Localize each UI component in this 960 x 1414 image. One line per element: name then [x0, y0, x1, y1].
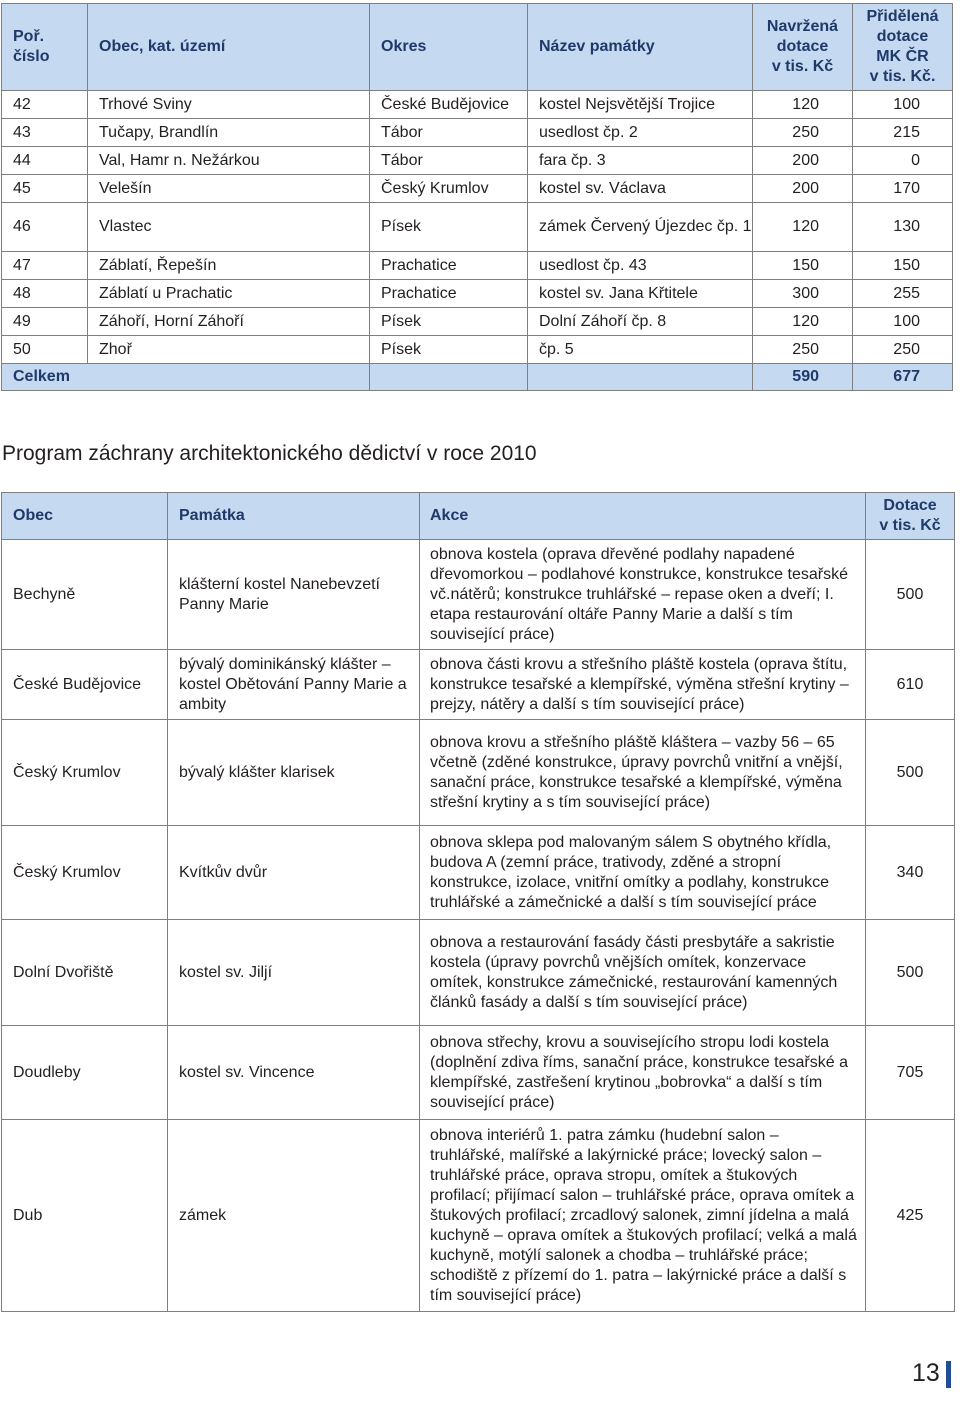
- cell-akce: obnova kostela (oprava dřevěné podlahy napadené dřevomorkou – podlahové konstrukce, konstrukce tesařské vč.nátěrů; konstrukce truhlářské – repase oken a dveří; I. etapa restaurování oltáře Panny Marie a další s tím související práce): [420, 540, 866, 650]
- cell-pamatka: čp. 5: [528, 336, 753, 364]
- cell-obec: Velešín: [88, 175, 370, 203]
- total-row: [2, 364, 953, 391]
- cell-pridelena: 0: [853, 147, 953, 175]
- cell-num: 46: [2, 203, 88, 252]
- cell-dotace: 705: [866, 1026, 955, 1120]
- cell-okres: Prachatice: [370, 280, 528, 308]
- cell-dotace: 500: [866, 540, 955, 650]
- table-row: [2, 1026, 955, 1120]
- dotace-table: [1, 3, 953, 391]
- cell-akce: obnova interiérů 1. patra zámku (hudební salon – truhlářské, malířské a lakýrnické práce; lovecký salon – truhlářské práce, oprava stropu, omítek a štukových profilací; přijímací salon – truhlářské práce, oprava omítek a štukových profilací; zrcadlový salonek, zimní jídelna a malá kuchyně – oprava omítek a štukových profilací; velká a malá kuchyně, motýlí salonek a chodba – truhlářské práce; schodiště z přízemí do 1. patra – lakýrnické práce a další s tím související práce): [420, 1120, 866, 1312]
- cell-num: 45: [2, 175, 88, 203]
- cell-obec: Záblatí, Řepešín: [88, 252, 370, 280]
- cell-obec: Val, Hamr n. Nežárkou: [88, 147, 370, 175]
- total-navrzena: 590: [753, 364, 853, 391]
- total-pridelena: 677: [853, 364, 953, 391]
- cell-pamatka: klášterní kostel Nanebevzetí Panny Marie: [168, 540, 420, 650]
- total-empty-pamatka: [528, 364, 753, 391]
- col-header-navrzena: Navržená dotace v tis. Kč: [753, 4, 853, 91]
- cell-pamatka: Kvítkův dvůr: [168, 826, 420, 920]
- col-header-pamatka: Památka: [168, 493, 420, 540]
- cell-dotace: 500: [866, 720, 955, 826]
- cell-obec: Vlastec: [88, 203, 370, 252]
- table-row: [2, 91, 953, 119]
- cell-dotace: 425: [866, 1120, 955, 1312]
- cell-navrzena: 300: [753, 280, 853, 308]
- col-header-pridelena: Přidělená dotace MK ČR v tis. Kč.: [853, 4, 953, 91]
- table-row: [2, 1120, 955, 1312]
- cell-obec: Tučapy, Brandlín: [88, 119, 370, 147]
- cell-obec: Dolní Dvořiště: [2, 920, 168, 1026]
- cell-pamatka: kostel sv. Jana Křtitele: [528, 280, 753, 308]
- cell-akce: obnova střechy, krovu a souvisejícího stropu lodi kostela (doplnění zdiva říms, sanační práce, konstrukce tesařské a klempířské, zastřešení krytinou „bobrovka“ a další s tím související práce): [420, 1026, 866, 1120]
- cell-dotace: 500: [866, 920, 955, 1026]
- cell-num: 47: [2, 252, 88, 280]
- col-header-okres: Okres: [370, 4, 528, 91]
- cell-okres: Český Krumlov: [370, 175, 528, 203]
- cell-akce: obnova sklepa pod malovaným sálem S obytného křídla, budova A (zemní práce, trativody, zděné a stropní konstrukce, izolace, vnitřní omítky a podlahy, konstrukce truhlářské a zámečnické a další s tím související práce: [420, 826, 866, 920]
- cell-okres: Tábor: [370, 147, 528, 175]
- cell-pamatka: kostel sv. Jiljí: [168, 920, 420, 1026]
- table-row: [2, 252, 953, 280]
- cell-pamatka: kostel Nejsvětější Trojice: [528, 91, 753, 119]
- table-header-row: [2, 493, 955, 540]
- cell-obec: Záhoří, Horní Záhoří: [88, 308, 370, 336]
- cell-pamatka: bývalý dominikánský klášter – kostel Obětování Panny Marie a ambity: [168, 650, 420, 720]
- cell-dotace: 610: [866, 650, 955, 720]
- cell-pamatka: Dolní Záhoří čp. 8: [528, 308, 753, 336]
- col-header-pamatka: Název památky: [528, 4, 753, 91]
- program-table: [1, 492, 955, 1312]
- cell-pridelena: 250: [853, 336, 953, 364]
- cell-num: 49: [2, 308, 88, 336]
- cell-okres: Písek: [370, 308, 528, 336]
- col-header-akce: Akce: [420, 493, 866, 540]
- cell-pamatka: usedlost čp. 43: [528, 252, 753, 280]
- table-row: [2, 650, 955, 720]
- cell-pamatka: zámek Červený Újezdec čp. 1: [528, 203, 753, 252]
- table-row: [2, 826, 955, 920]
- cell-akce: obnova krovu a střešního pláště kláštera – vazby 56 – 65 včetně (zděné konstrukce, úpravy povrchů vnitřní a vnější, sanační práce, konstrukce tesařské a klempířské, výměna střešní krytiny a s tím související práce): [420, 720, 866, 826]
- cell-num: 50: [2, 336, 88, 364]
- cell-pridelena: 170: [853, 175, 953, 203]
- table-row: [2, 540, 955, 650]
- cell-pamatka: kostel sv. Vincence: [168, 1026, 420, 1120]
- section-heading: Program záchrany architektonického dědictví v roce 2010: [2, 442, 537, 465]
- table-row: [2, 203, 953, 252]
- cell-navrzena: 150: [753, 252, 853, 280]
- table-row: [2, 920, 955, 1026]
- table-row: [2, 119, 953, 147]
- cell-obec: Záblatí u Prachatic: [88, 280, 370, 308]
- cell-navrzena: 120: [753, 308, 853, 336]
- cell-navrzena: 250: [753, 336, 853, 364]
- col-header-dotace: Dotace v tis. Kč: [866, 493, 955, 540]
- cell-okres: Tábor: [370, 119, 528, 147]
- cell-akce: obnova části krovu a střešního pláště kostela (oprava štítu, konstrukce tesařské a klempířské, výměna střešní krytiny – prejzy, nátěry a další s tím související práce): [420, 650, 866, 720]
- page-number: 13: [912, 1359, 940, 1387]
- table-row: [2, 720, 955, 826]
- cell-navrzena: 120: [753, 91, 853, 119]
- cell-obec: Bechyně: [2, 540, 168, 650]
- cell-pridelena: 215: [853, 119, 953, 147]
- cell-navrzena: 250: [753, 119, 853, 147]
- cell-pamatka: bývalý klášter klarisek: [168, 720, 420, 826]
- col-header-obec: Obec: [2, 493, 168, 540]
- cell-pridelena: 150: [853, 252, 953, 280]
- cell-okres: Písek: [370, 336, 528, 364]
- cell-pamatka: kostel sv. Václava: [528, 175, 753, 203]
- cell-okres: Prachatice: [370, 252, 528, 280]
- cell-pridelena: 130: [853, 203, 953, 252]
- table-row: [2, 175, 953, 203]
- cell-obec: Trhové Sviny: [88, 91, 370, 119]
- cell-navrzena: 200: [753, 147, 853, 175]
- cell-obec: České Budějovice: [2, 650, 168, 720]
- cell-pamatka: fara čp. 3: [528, 147, 753, 175]
- table-row: [2, 280, 953, 308]
- col-header-obec: Obec, kat. území: [88, 4, 370, 91]
- table-row: [2, 147, 953, 175]
- cell-num: 42: [2, 91, 88, 119]
- cell-navrzena: 120: [753, 203, 853, 252]
- cell-okres: České Budějovice: [370, 91, 528, 119]
- cell-pamatka: usedlost čp. 2: [528, 119, 753, 147]
- total-label: Celkem: [2, 364, 370, 391]
- cell-pridelena: 100: [853, 91, 953, 119]
- cell-obec: Doudleby: [2, 1026, 168, 1120]
- cell-obec: Český Krumlov: [2, 720, 168, 826]
- cell-dotace: 340: [866, 826, 955, 920]
- cell-pridelena: 255: [853, 280, 953, 308]
- cell-pridelena: 100: [853, 308, 953, 336]
- table-header-row: [2, 4, 953, 91]
- cell-num: 48: [2, 280, 88, 308]
- total-empty-okres: [370, 364, 528, 391]
- col-header-num: Poř. číslo: [2, 4, 88, 91]
- cell-num: 44: [2, 147, 88, 175]
- cell-pamatka: zámek: [168, 1120, 420, 1312]
- table-row: [2, 336, 953, 364]
- cell-navrzena: 200: [753, 175, 853, 203]
- cell-obec: Dub: [2, 1120, 168, 1312]
- cell-obec: Český Krumlov: [2, 826, 168, 920]
- cell-okres: Písek: [370, 203, 528, 252]
- cell-akce: obnova a restaurování fasády části presbytáře a sakristie kostela (úpravy povrchů vnějších omítek, konzervace omítek, konstrukce zámečnické, restaurování kamenných článků fasády a další s tím související práce): [420, 920, 866, 1026]
- cell-obec: Zhoř: [88, 336, 370, 364]
- table-row: [2, 308, 953, 336]
- cell-num: 43: [2, 119, 88, 147]
- page-accent-bar: [946, 1361, 951, 1388]
